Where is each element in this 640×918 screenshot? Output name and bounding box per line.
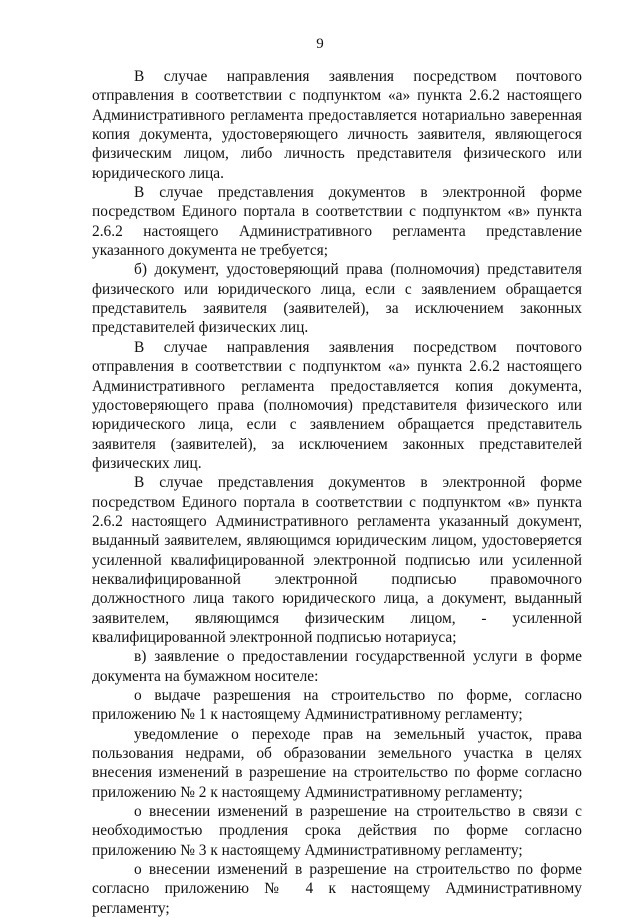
paragraph-item-b-authority-document: б) документ, удостоверяющий права (полномочия) представителя физического или юридического лица, если с заявлением обращается представитель заявителя (заявителей), за исключением законных представителей физических лиц. [92,261,582,337]
paragraph-appendix-1: о выдаче разрешения на строительство по форме, согласно приложению № 1 к настоящему Административному регламенту; [92,687,582,724]
page-number: 9 [316,36,324,52]
paragraph-electronic-signature: В случае представления документов в электронной форме посредством Единого портала в соответствии с подпунктом «в» пункта 2.6.2 настоящего Административного регламента указанный документ, выданный заявителем, являющимся юридическим лицом, удостоверяется усиленной квалифицированной электронной подписью или усиленной неквалифицированной электронной подписью правомочного должностного лица такого юридического лица, а документ, выданный заявителем, являющимся физическим лицом, - усиленной квалифицированной электронной подписью нотариуса; [92,474,582,646]
document-body [92,67,582,918]
paragraph-postal-authority-copy: В случае направления заявления посредством почтового отправления в соответствии с подпунктом «а» пункта 2.6.2 настоящего Административного регламента предоставляется копия документа, удостоверяющего права (полномочия) представителя физического или юридического лица, если с заявлением обращается представитель заявителя (заявителей), за исключением законных представителей физических лиц. [92,338,582,472]
paragraph-postal-identity-copy: В случае направления заявления посредством почтового отправления в соответствии с подпунктом «а» пункта 2.6.2 настоящего Административного регламента предоставляется нотариально заверенная копия документа, удостоверяющего личность заявителя, являющегося физическим лицом, либо личность представителя физического или юридического лица. [92,68,582,182]
paragraph-electronic-identity: В случае представления документов в электронной форме посредством Единого портала в соответствии с подпунктом «в» пункта 2.6.2 настоящего Административного регламента представление указанного документа не требуется; [92,184,582,260]
paragraph-appendix-4: о внесении изменений в разрешение на строительство по форме согласно приложению № 4 к настоящему Административному регламенту; [92,861,582,917]
paragraph-appendix-3: о внесении изменений в разрешение на строительство в связи с необходимостью продления срока действия по форме согласно приложению № 3 к настоящему Административному регламенту; [92,803,582,859]
paragraph-appendix-2: уведомление о переходе прав на земельный участок, права пользования недрами, об образовании земельного участка в целях внесения изменений в разрешение на строительство по форме согласно приложению № 2 к настоящему Административному регламенту; [92,725,582,801]
paragraph-item-v-paper-application: в) заявление о предоставлении государственной услуги в форме документа на бумажном носителе: [92,648,582,685]
